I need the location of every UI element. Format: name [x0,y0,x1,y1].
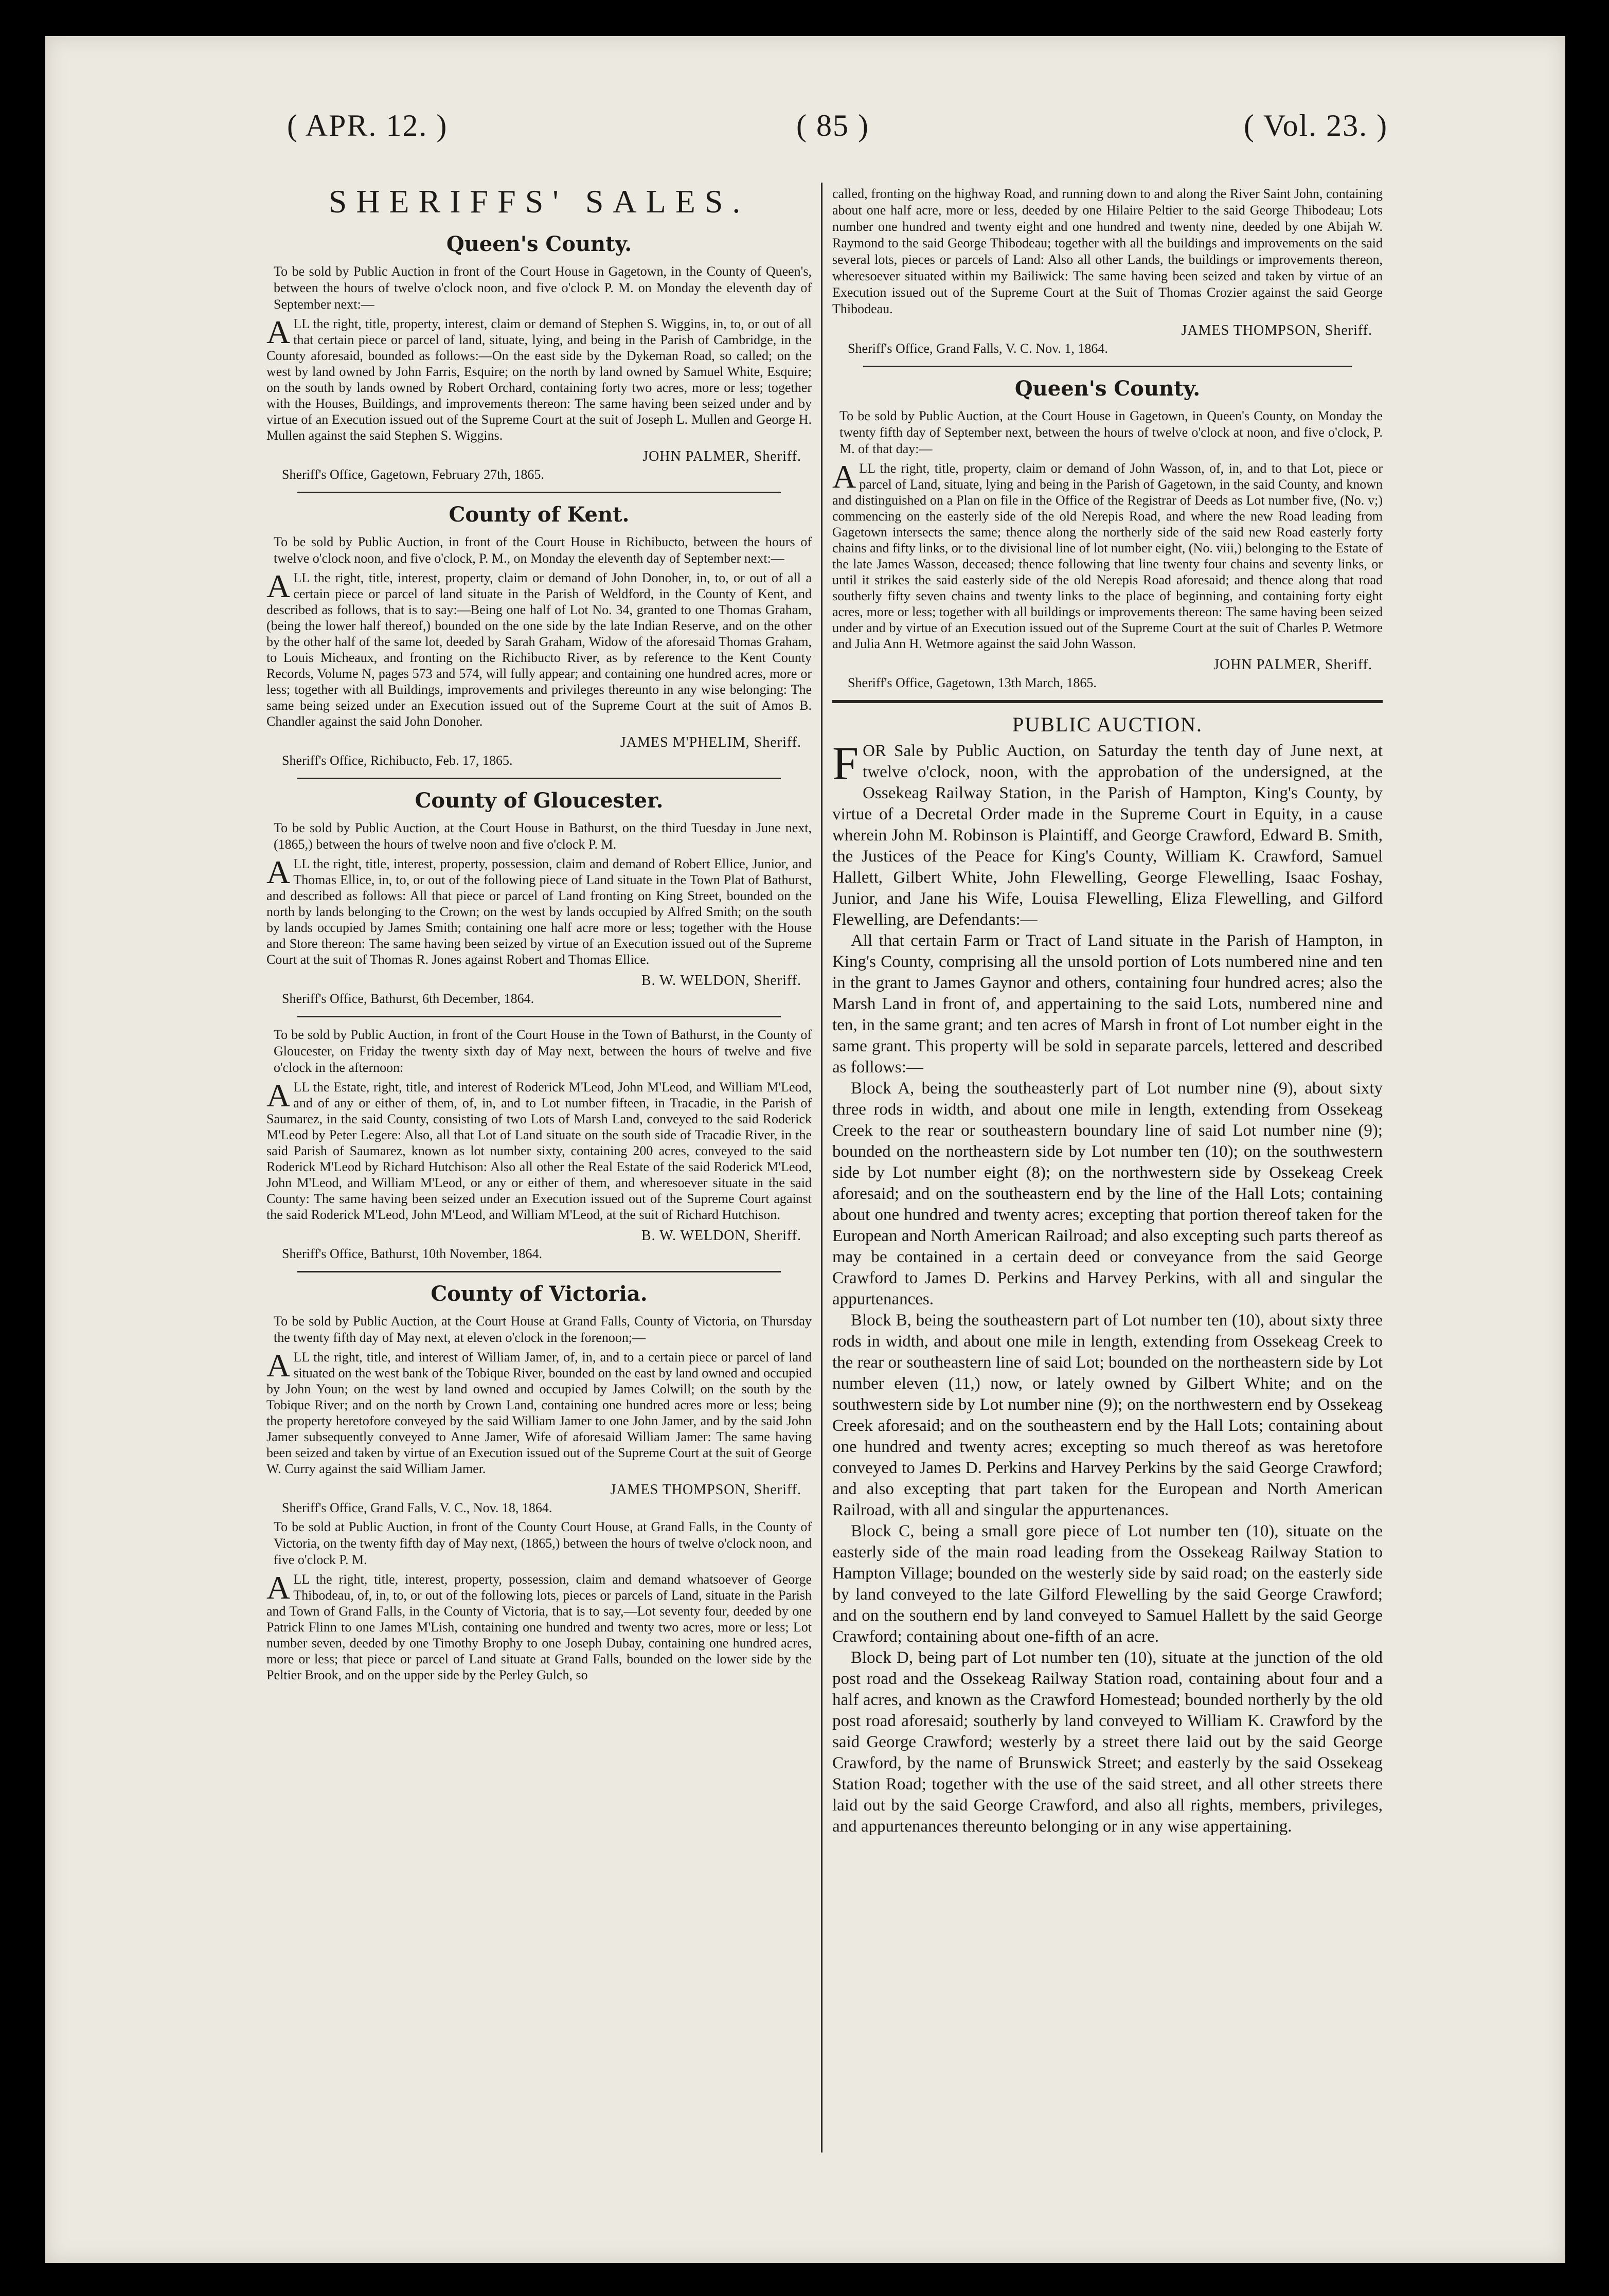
sheriff-office-line: Sheriff's Office, Gagetown, February 27th, 1865. [282,467,544,482]
sheriff-office-line: Sheriff's Office, Richibucto, Feb. 17, 1865. [282,753,513,768]
notice-body: ALL the Estate, right, title, and interest of Roderick M'Leod, John M'Leod, and William M'Leod, and of any or either of them, of, in, and to Lot number fifteen, in Tracadie, in the Parish of Saumarez, in the said County, consisting of two Lots of Marsh Land, conveyed to the said Roderick M'Leod by Peter Legere: Also, all that Lot of Land situate on the south side of Tracadie River, in the said Parish of Saumarez, known as lot number sixty, containing 200 acres, conveyed to the said Roderick M'Leod by Richard Hutchison: Also all other the Real Estate of the said Roderick M'Leod, John M'Leod, and William M'Leod, or any or either of them, and wheresoever situate in the said County: The same having been seized under an Execution issued out of the Supreme Court against the said Roderick M'Leod, John M'Leod, and William M'Leod, at the suit of Richard Hutchison. [266,1077,812,1222]
notice-lede: To be sold by Public Auction, at the Court House in Bathurst, on the third Tuesday in June next, (1865,) between the hours of twelve noon and five o'clock P. M. [274,820,812,852]
sheriff-signature: B. W. WELDON, Sheriff. [641,973,801,989]
notice-lede: To be sold by Public Auction in front of the Court House in Gagetown, in the County of Queen's, between the hours of twelve o'clock noon, and five o'clock P. M. on Monday the eleventh day of September next:— [274,264,812,312]
notice-body: ALL the right, title, interest, property, possession, claim and demand of Robert Ellice, Junior, and Thomas Ellice, in, to, or out of the following piece of Land situate in the Town Plat of Bathurst, and described as follows: All that piece or parcel of Land fronting on King Street, bounded on the north by lands belonging to the Crown; on the west by lands occupied by Alfred Smith; on the south by lands occupied by James Smith; containing one half acre more or less; together with the House and Store thereon: The same having been seized by virtue of an Execution issued out of the Supreme Court at the suit of Thomas R. Jones against Robert and Thomas Ellice. [266,854,812,967]
notice-lede: To be sold by Public Auction, at the Court House at Grand Falls, County of Victoria, on Thursday the twenty fifth day of May next, at eleven o'clock in the forenoon;— [274,1314,812,1345]
sheriff-office-line: Sheriff's Office, Grand Falls, V. C. Nov. 1, 1864. [848,341,1108,356]
notice-body: ALL the right, title, property, claim or demand of John Wasson, of, in, and to that Lot, piece or parcel of Land, situate, lying and being in the Parish of Gagetown, in the said County, and known and distinguished on a Plan on file in the Office of the Registrar of Deeds as Lot number five, (No. v;) commencing on the easterly side of the old Nerepis Road, and where the new Road leading from Gagetown intersects the same; thence along the northerly side of the said new Road easterly forty chains and fifty links, or to the divisional line of lot number eight, (No. viii,) belonging to the Estate of the late James Wasson, deceased; thence following that line twenty four chains and seventy links, or until it strikes the said easterly side of the old Nerepis Road aforesaid; and thence along that road southerly fifty seven chains and twenty links to the place of beginning, and containing forty eight acres, more or less; together with all buildings or improvements thereon: The same having been seized under and by virtue of an Execution issued out of the Supreme Court at the suit of Charles P. Wetmore and Julia Ann H. Wetmore against the said John Wasson. [832,458,1383,651]
separator-rule [863,366,1352,367]
auction-block-a: Block A, being the southeasterly part of Lot number nine (9), about sixty three rods in width, and about one mile in length, extending from Ossekeag Creek to the rear or southeastern boundary line of said Lot number nine (9); bounded on the northeastern side by Lot number ten (10); on the southwestern side by Lot number eight (8); on the northwestern side by Ossekeag Creek aforesaid; and on the southeastern end by the line of the Hall Lots; containing about one hundred and twenty acres; excepting that portion thereof taken for the European and North American Railroad; and also excepting such parts thereof as may be contained in a certain deed or conveyance from the said George Crawford to James D. Perkins and Harvey Perkins, with all and singular the appurtenances. [832,1079,1383,1308]
sheriff-signature: B. W. WELDON, Sheriff. [641,1228,801,1244]
notice-lede: To be sold by Public Auction, in front of the Court House in Richibucto, between the hours of twelve o'clock noon, and five o'clock, P. M., on Monday the eleventh day of September next:— [274,534,812,566]
public-auction-title: PUBLIC AUCTION. [1012,713,1203,736]
page-header [45,36,1565,142]
county-heading: County of Kent. [449,503,630,527]
auction-block-c: Block C, being a small gore piece of Lot number ten (10), situate on the easterly side of the main road leading from the Ossekeag Railway Station to Hampton Village; bounded on the westerly side by said road; on the easterly side by land conveyed to the late Gilford Flewelling by the said George Crawford; and on the southern end by land conveyed to Samuel Hallett by the said George Crawford; containing about one-fifth of an acre. [832,1522,1383,1646]
header-volume: ( Vol. 23. ) [1244,109,1388,142]
separator-rule [297,492,781,493]
notice-body: ALL the right, title, interest, property, claim or demand of John Donoher, in, to, or out of all a certain piece or parcel of land situate in the Parish of Weldford, in the County of Kent, and described as follows, that is to say:—Being one half of Lot No. 34, granted to one Thomas Graham, (being the lower half thereof,) bounded on the one side by the late Indian Reserve, and on the other by the other half of the same lot, deeded by Sarah Graham, Widow of the aforesaid Thomas Graham, to Louis Micheaux, and fronting on the Richibucto River, as by reference to the Kent County Records, Volume N, pages 573 and 574, will fully appear; and containing one hundred acres, more or less; together with all Buildings, improvements and privileges thereunto in any wise belonging: The same being seized under an Execution issued out of the Supreme Court at the suit of Amos B. Chandler against the said John Donoher. [266,568,812,729]
county-heading: County of Gloucester. [415,788,664,813]
sheriff-signature: JAMES M'PHELIM, Sheriff. [620,734,801,750]
sheriff-office-line: Sheriff's Office, Gagetown, 13th March, 1865. [848,675,1097,690]
section-rule [832,700,1383,703]
notice-body: ALL the right, title, and interest of William Jamer, of, in, and to a certain piece or parcel of land situated on the west bank of the Tobique River, bounded on the east by land owned and occupied by John Youn; on the west by land owned and occupied by James Colwill; on the south by the Tobique River; and on the north by Crown Land, containing one hundred acres more or less; being the property heretofore conveyed by the said William Jamer to one John Jamer, and by the said John Jamer subsequently conveyed to Anne Jamer, Wife of aforesaid William Jamer: The same having been seized and taken by virtue of an Execution issued out of the Supreme Court at the suit of George W. Curry against the said William Jamer. [266,1347,812,1476]
auction-paragraph: All that certain Farm or Tract of Land situate in the Parish of Hampton, in King's County, comprising all the unsold portion of Lots numbered nine and ten in the grant to James Gaynor and others, containing four hundred acres; also the Marsh Land in front of, and appertaining to the said Lots, numbered nine and ten, in the same grant; and ten acres of Marsh in front of Lot number eight in the same grant. This property will be sold in separate parcels, lettered and described as follows:— [832,931,1383,1077]
notice-body: ALL the right, title, interest, property, possession, claim and demand whatsoever of George Thibodeau, of, in, to, or out of the following lots, pieces or parcels of Land, situate in the Parish and Town of Grand Falls, in the County of Victoria, that is to say,—Lot seventy four, deeded by one Patrick Flinn to one James M'Lish, containing one hundred and twenty two acres, more or less; Lot number seven, deeded by one Timothy Brophy to one Joseph Dubay, containing one hundred acres, more or less; that piece or parcel of Land situate at Grand Falls, bounded on the lower side by the Peltier Brook, and on the upper side by the Perley Gulch, so [266,1569,812,1682]
sheriff-signature: JAMES THOMPSON, Sheriff. [610,1482,801,1498]
auction-intro: FOR Sale by Public Auction, on Saturday the tenth day of June next, at twelve o'clock, noon, with the approbation of the undersigned, at the Ossekeag Railway Station, in the Parish of Hampton, King's County, by virtue of a Decretal Order made in the Supreme Court in Equity, in a cause wherein John M. Robinson is Plaintiff, and George Crawford, Edward B. Smith, the Justices of the Peace for King's County, William K. Crawford, Samuel Hallett, Gilbert White, John Flewelling, George Flewelling, Isaac Foshay, Junior, and Jane his Wife, Louisa Flewelling, Eliza Flewelling, and Gilford Flewelling, are Defendants:— [832,737,1383,929]
notice-lede: To be sold by Public Auction, at the Court House in Gagetown, in Queen's County, on Monday the twenty fifth day of September next, between the hours of twelve o'clock at noon, and five o'clock, P. M. of that day:— [839,408,1383,456]
sheriff-office-line: Sheriff's Office, Bathurst, 6th December, 1864. [282,991,534,1006]
sheriff-office-line: Sheriff's Office, Bathurst, 10th November, 1864. [282,1246,542,1261]
sheriff-signature: JOHN PALMER, Sheriff. [642,449,801,464]
notice-lede: To be sold at Public Auction, in front of the County Court House, at Grand Falls, in the County of Victoria, on the twenty fifth day of May next, (1865,) between the hours of twelve o'clock noon, and five o'clock P. M. [274,1519,812,1567]
masthead-title: SHERIFFS' SALES. [328,183,750,220]
county-heading: Queen's County. [446,232,632,256]
sheriff-office-line: Sheriff's Office, Grand Falls, V. C., Nov. 18, 1864. [282,1500,552,1515]
header-page-number: ( 85 ) [796,109,869,142]
separator-rule [297,778,781,779]
notice-body: ALL the right, title, property, interest, claim or demand of Stephen S. Wiggins, in, to, or out of all that certain piece or parcel of land, situate, lying, and being in the Parish of Cambridge, in the County aforesaid, bounded as follows:—On the east side by the Dykeman Road, so called; on the west by land owned by John Farris, Esquire; on the north by land owned by Samuel White, Esquire; on the south by lands owned by Robert Orchard, containing forty two acres, more or less; together with the Houses, Buildings, and improvements thereon: The same having been seized under and by virtue of an Execution issued out of the Supreme Court at the suit of Joseph L. Mullen and George H. Mullen against the said Stephen S. Wiggins. [266,314,812,443]
separator-rule [297,1271,781,1272]
right-column [832,183,1383,2214]
notice-lede: To be sold by Public Auction, in front of the Court House in the Town of Bathurst, in the County of Gloucester, on Friday the twenty sixth day of May next, between the hours of twelve and five o'clock in the afternoon: [274,1027,812,1075]
sheriff-signature: JAMES THOMPSON, Sheriff. [1181,322,1372,338]
auction-block-d: Block D, being part of Lot number ten (10), situate at the junction of the old post road and the Ossekeag Railway Station road, containing about four and a half acres, and known as the Crawford Homestead; bounded northerly by the old post road aforesaid; southerly by land conveyed to William K. Crawford by the said George Crawford; westerly by a street there laid out by the said George Crawford, by the name of Brunswick Street; and easterly by the said Ossekeag Station Road; together with the use of the said street, and all other streets there laid out by the said George Crawford, and also all rights, members, privileges, and appurtenances thereunto belonging or in any wise appertaining. [832,1648,1383,1836]
notice-continuation: called, fronting on the highway Road, and running down to and along the River Saint John, containing about one half acre, more or less, deeded by one Hilaire Peltier to the said George Thibodeau; Lots number one hundred and twenty eight and one hundred and twenty nine, deeded by one Abijah W. Raymond to the said George Thibodeau; together with all the buildings and improvements on the said several lots, pieces or parcels of Land: Also all other Lands, the buildings or improvements thereon, wheresoever situated within my Bailiwick: The same having been seized and taken by virtue of an Execution issued out of the Supreme Court at the Suit of Thomas Crozier against the said George Thibodeau. [832,186,1383,316]
county-heading: County of Victoria. [431,1282,648,1306]
auction-block-b: Block B, being the southeastern part of Lot number ten (10), about sixty three rods in width, and about one mile in length, extending from Ossekeag Creek to the rear or southeastern line of said Lot; bounded on the northeastern side by Lot number eleven (11,) now, or lately owned by Gilbert White; and on the southwestern side by Lot number nine (9); on the northwestern end by Ossekeag Creek aforesaid; and on the southeastern end by the Hall Lots; containing about one hundred and twenty acres; excepting so much thereof as was heretofore conveyed to James D. Perkins and Harvey Perkins by the said George Crawford; and also excepting that part taken for the European and North American Railroad, with all and singular the appurtenances. [832,1311,1383,1519]
county-heading: Queen's County. [1014,376,1201,401]
header-date: ( APR. 12. ) [287,109,448,142]
newspaper-page [45,36,1565,2263]
sheriff-signature: JOHN PALMER, Sheriff. [1213,657,1372,673]
column-divider [821,183,823,2152]
separator-rule [297,1016,781,1017]
left-column [266,183,812,2137]
